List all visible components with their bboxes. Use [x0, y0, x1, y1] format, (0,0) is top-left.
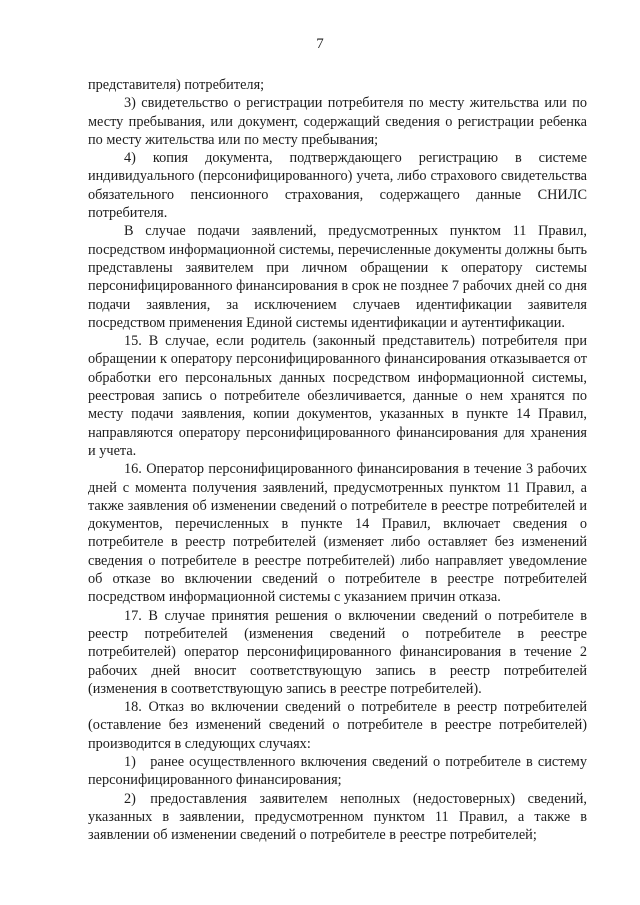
list-item: 1) ранее осуществленного включения сведений о потребителе в систему персонифицированного финансирования; [88, 753, 587, 789]
paragraph: 18. Отказ во включении сведений о потребителе в реестр потребителей (оставление без изменений сведений о потребителе в реестре потребителей) производится в следующих случаях: [88, 699, 587, 752]
paragraph: представителя) потребителя; [88, 77, 265, 93]
list-item: 2) предоставления заявителем неполных (недостоверных) сведений, указанных в заявлении, предусмотренном пунктом 11 Правил, а также в заявлении об изменении сведений о потребителе в реестре потребителей; [88, 790, 587, 844]
paragraph: 15. В случае, если родитель (законный представитель) потребителя при обращении к оператору персонифицированного финансирования отказывается от обработки его персональных данных посредством информационной системы, реестровая запись о потребителе обезличивается, данные о нем хранятся по месту подачи заявления, копии документов, указанных в пункте 14 Правил, направляются оператору персонифицированного финансирования для хранения и учета. [88, 333, 587, 459]
paragraph: 16. Оператор персонифицированного финансирования в течение 3 рабочих дней с момента получения заявлений, предусмотренных пунктом 11 Правил, а также заявления об изменении сведений о потребителе в реестре потребителей и документов, перечисленных в пункте 14 Правил, включает сведения о потребителе в реестр потребителей (изменяет либо оставляет без изменений сведения о потребителе в реестре потребителей) либо направляет уведомление об отказе во включении сведений о потребителе в реестре потребителей посредством информационной системы с указанием причин отказа. [88, 461, 587, 606]
document-body [88, 76, 587, 844]
paragraph: 17. В случае принятия решения о включении сведений о потребителе в реестр потребителей (изменения сведений о потребителе в реестре потребителей) оператор персонифицированного финансирования в течение 2 рабочих дней вносит соответствующую запись в реестр потребителей (изменения в соответствующую запись в реестре потребителей). [88, 607, 587, 697]
paragraph: 3) свидетельство о регистрации потребителя по месту жительства или по месту пребывания, или документ, содержащий сведения о регистрации ребенка по месту жительства или по месту пребывания; [88, 95, 587, 148]
paragraph: В случае подачи заявлений, предусмотренных пунктом 11 Правил, посредством информационной системы, перечисленные документы должны быть представлены заявителем при личном обращении к оператору системы персонифицированного финансирования в срок не позднее 7 рабочих дней со дня подачи заявления, за исключением случаев идентификации заявителя посредством применения Единой системы идентификации и аутентификации. [88, 223, 587, 331]
paragraph: 4) копия документа, подтверждающего регистрацию в системе индивидуального (персонифицированного) учета, либо страхового свидетельства обязательного пенсионного страхования, содержащего данные СНИЛС потребителя. [88, 150, 587, 222]
page-number: 7 [316, 36, 324, 52]
